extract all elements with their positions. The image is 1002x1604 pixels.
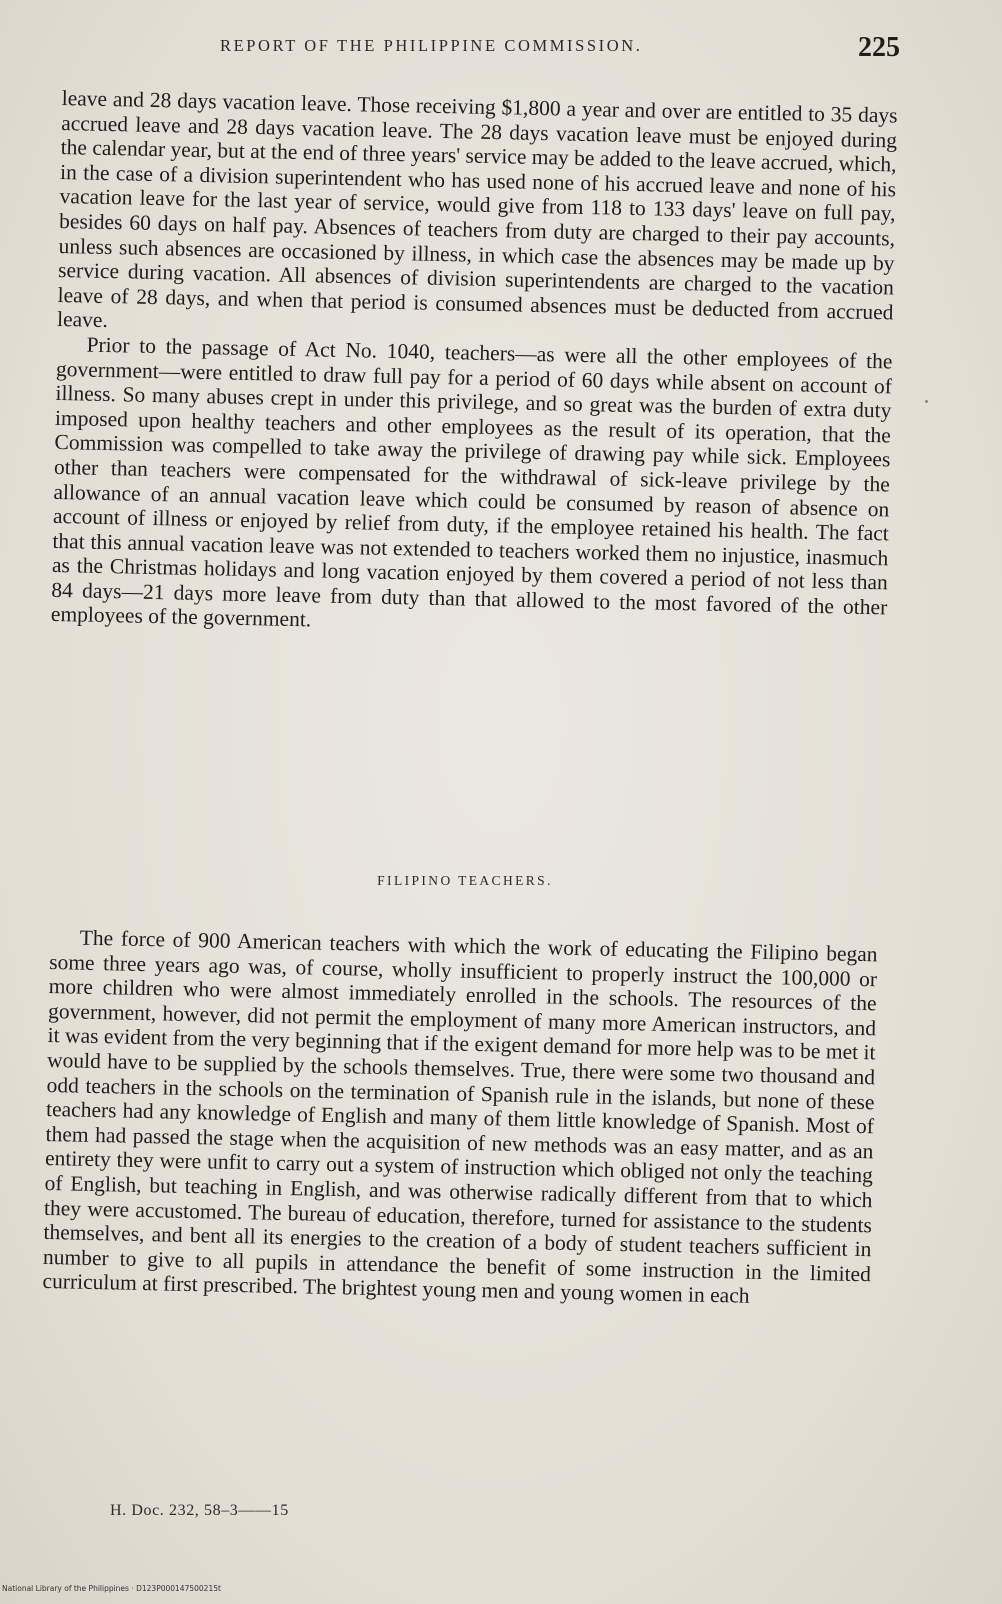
section-heading-filipino-teachers: FILIPINO TEACHERS. [377,873,553,888]
page-number: 225 [858,32,900,63]
paragraph-leave-rules: leave and 28 days vacation leave. Those receiving $1,800 a year and over are entitled to 35 days accrued leave and 28 days vacation leave. The 28 days vacation leave must be enjoyed during the calendar year, but at the end of three years' service may be added to the leave accrued, which, in the case of a division superintendent who has used none of his accrued leave and none of his vacation leave for the last year of service, would give from 118 to 133 days' leave on full pay, besides 60 days on half pay. Absences of teachers from duty are charged to their pay accounts, unless such absences are occasioned by illness, in which case the absences may be made up by service during vacation. All absences of division superintendents are charged to the vacation leave of 28 days, and when that period is consumed absences must be deducted from accrued leave. [56,86,898,333]
library-credit: National Library of the Philippines · D123P000147500215t [2,1584,221,1593]
paragraph-act-1040: Prior to the passage of Act No. 1040, teachers—as were all the other employees of the government—were entitled to draw full pay for a period of 60 days while absent on account of illness. So many abuses crept in under this privilege, and so great was the burden of extra duty imposed upon healthy teachers and other employees as the result of its operation, that the Commission was compelled to take away the privilege of drawing pay while sick. Employees other than teachers were compensated for the withdrawal of sick-leave privilege by the allowance of an annual vacation leave which could be consumed by reason of absence on account of illness or enjoyed by relief from duty, if the employee retained his health. The fact that this annual vacation leave was not extended to teachers worked them no injustice, inasmuch as the Christmas holidays and long vacation enjoyed by them covered a period of not less than 84 days—21 days more leave from duty than that allowed to the most favored of the other employees of the government. [50,332,893,632]
body-text-upper [51,86,898,644]
body-text-lower [42,925,878,1311]
scan-speck [925,400,928,403]
running-title: REPORT OF THE PHILIPPINE COMMISSION. [220,36,643,55]
footer-signature: H. Doc. 232, 58–3——15 [110,1502,289,1519]
running-head [0,32,1002,72]
paragraph-american-teachers: The force of 900 American teachers with which the work of educating the Filipino began some three years ago was, of course, wholly insufficient to properly instruct the 100,000 or more children who were almost immediately enrolled in the schools. The resources of the government, however, did not permit the employment of many more American instructors, and it was evident from the very beginning that if the exigent demand for more help was to be met it would have to be supplied by the schools themselves. True, there were some two thousand and odd teachers in the schools on the termination of Spanish rule in the islands, but none of these teachers had any knowledge of English and many of them little knowledge of Spanish. Most of them had passed the stage when the acquisition of new methods was an easy matter, and as an entirety they were unfit to carry out a system of instruction which obliged not only the teaching of English, but teaching in English, and was otherwise radically different from that to which they were accustomed. The bureau of education, therefore, turned for assistance to the students themselves, and bent all its energies to the creation of a body of student teachers sufficient in number to give to all pupils in attendance the benefit of some instruction in the limited curriculum at first prescribed. The brightest young men and young women in each [42,925,878,1309]
